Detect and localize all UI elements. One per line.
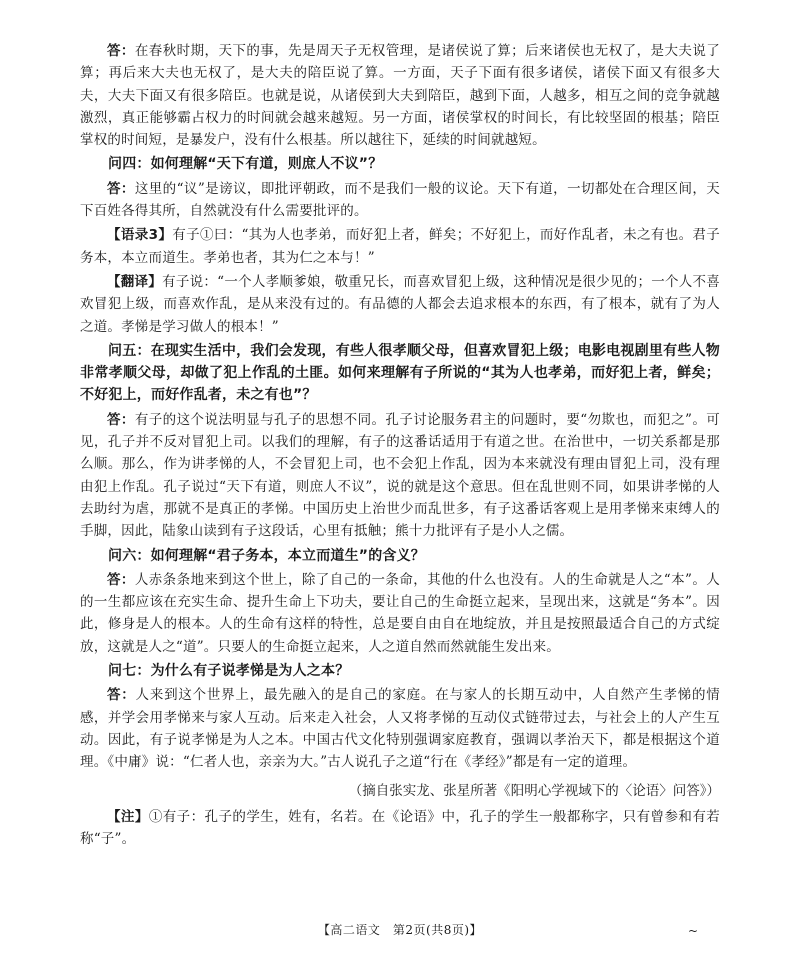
- question-7: [80, 660, 720, 682]
- answer-paragraph-2: [80, 178, 720, 223]
- question-text: 问五：在现实生活中，我们会发现，有些人很孝顺父母，但喜欢冒犯上级；电影电视剧里有些人物非常孝顺父母，却做了犯上作乱的土匪。如何来理解有子所说的“其为人也孝弟，而好犯上者，鲜矣；不好犯上，而好作乱者，未之有也”？: [80, 342, 720, 404]
- corner-mark: ~: [688, 924, 699, 938]
- answer-text: 人来到这个世界上，最先融入的是自己的家庭。在与家人的长期互动中，人自然产生孝悌的情感，并学会用孝悌来与家人互动。后来走入社会，人又将孝悌的互动仪式链带过去，与社会上的人产生互动。因此，有子说孝悌是为人之本。中国古代文化特别强调家庭教育，强调以孝治天下，都是根据这个道理。《中庸》说：“仁者人也，亲亲为大。”古人说孔子之道“行在《孝经》”都是有一定的道理。: [80, 687, 720, 771]
- source-citation: （摘自张实龙、张星所著《阳明心学视域下的〈论语〉问答》）: [348, 782, 720, 799]
- answer-lead: 答：: [107, 180, 135, 197]
- question-6: [80, 545, 720, 567]
- answer-lead: 答：: [107, 571, 135, 588]
- translation-paragraph: [80, 271, 720, 338]
- page-footer: 【高二语文 第2页(共8页)】: [317, 923, 483, 937]
- translation-lead: 【翻译】: [107, 273, 163, 290]
- question-text: 问四：如何理解“天下有道，则庶人不议”？: [108, 156, 383, 173]
- answer-lead: 答：: [107, 411, 135, 428]
- note-lead: 【注】: [107, 808, 149, 825]
- translation-text: 有子说：“一个人孝顺爹娘，敬重兄长，而喜欢冒犯上级，这种情况是很少见的；一个人不喜欢冒犯上级，而喜欢作乱，是从来没有过的。有品德的人都会去追求根本的东西，有了根本，就有了为人之道。孝悌是学习做人的根本！”: [80, 273, 720, 335]
- question-5: [80, 340, 720, 407]
- answer-text: 人赤条条地来到这个世上，除了自己的一条命，其他的什么也没有。人的生命就是人之“本”。人的一生都应该在充实生命、提升生命上下功夫，要让自己的生命挺立起来，呈现出来，这就是“务本”。因此，修身是人的根本。人的生命有这样的特性，总是要自由自在地绽放，并且是按照最适合自己的方式绽放，这就是人之“道”。只要人的生命挺立起来，人之道自然而然就能生发出来。: [80, 571, 720, 655]
- quote-text: 有子①曰：“其为人也孝弟，而好犯上者，鲜矣；不好犯上，而好作乱者，未之有也。君子务本，本立而道生。孝弟也者，其为仁之本与！”: [80, 227, 720, 266]
- question-4: [80, 153, 720, 175]
- answer-text: 有子的这个说法明显与孔子的思想不同。孔子讨论服务君主的问题时，要“勿欺也，而犯之”。可见，孔子并不反对冒犯上司。以我们的理解，有子的这番话适用于有道之世。在治世中，一切关系都是那么顺。那么，作为讲孝悌的人，不会冒犯上司，也不会犯上作乱，因为本来就没有理由冒犯上司，没有理由犯上作乱。孔子说过“天下有道，则庶人不议”，说的就是这个意思。但在乱世则不同，如果讲孝悌的人去助纣为虐，那就不是真正的孝悌。中国历史上治世少而乱世多，有子这番话客观上是用孝悌来束缚人的手脚，因此，陆象山读到有子这段话，心里有抵触；熊十力批评有子是小人之儒。: [80, 411, 720, 540]
- quote-paragraph: [80, 224, 720, 269]
- note-paragraph: [80, 806, 720, 851]
- answer-text: 在春秋时期，天下的事，先是周天子无权管理，是诸侯说了算；后来诸侯也无权了，是大夫说了算；再后来大夫也无权了，是大夫的陪臣说了算。一方面，天子下面有很多诸侯，诸侯下面又有很多大夫，大夫下面又有很多陪臣。也就是说，从诸侯到大夫到陪臣，越到下面，人越多，相互之间的竞争就越激烈，真正能够霸占权力的时间就会越来越短。另一方面，诸侯掌权的时间长，有比较坚固的根基；陪臣掌权的时间短，是暴发户，没有什么根基。所以越往下，延续的时间就越短。: [80, 43, 720, 149]
- answer-paragraph-5: [80, 684, 720, 773]
- answer-text: 这里的“议”是谤议，即批评朝政，而不是我们一般的议论。天下有道，一切都处在合理区间，天下百姓各得其所，自然就没有什么需要批评的。: [80, 180, 720, 220]
- question-text: 问七：为什么有子说孝悌是为人之本？: [108, 663, 350, 680]
- answer-lead: 答：: [107, 687, 136, 704]
- answer-paragraph-3: [80, 409, 720, 543]
- answer-lead: 答：: [107, 43, 135, 59]
- answer-paragraph-4: [80, 569, 720, 658]
- answer-paragraph-1: [80, 40, 720, 151]
- note-text: ①有子：孔子的学生，姓有，名若。在《论语》中，孔子的学生一般都称字，只有曾参和有若称“子”。: [80, 808, 720, 847]
- question-text: 问六：如何理解“君子务本，本立而道生”的含义？: [108, 547, 426, 564]
- document-body: [80, 40, 720, 852]
- quote-lead: 【语录3】: [107, 227, 173, 244]
